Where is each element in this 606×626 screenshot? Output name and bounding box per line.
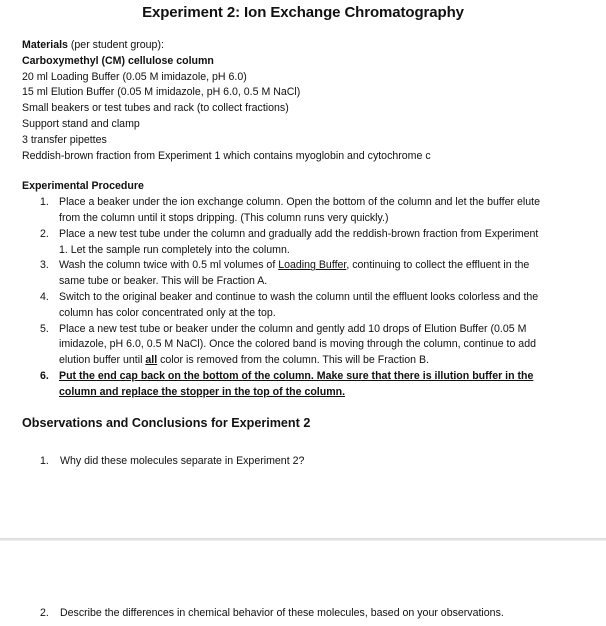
- materials-heading: Materials: [22, 39, 68, 51]
- materials-item: 3 transfer pipettes: [22, 133, 107, 146]
- step-text-line: Place a new test tube under the column and gradually add the reddish-brown fraction from Experiment: [59, 227, 539, 240]
- procedure-step-3: [22, 258, 592, 290]
- materials-item: Support stand and clamp: [22, 117, 140, 130]
- step-text-line: [59, 353, 592, 369]
- step-number: 3.: [40, 259, 49, 272]
- step-text: elution buffer until: [59, 354, 146, 367]
- question-number: 2.: [40, 607, 49, 619]
- step-text-line: Put the end cap back on the bottom of the column. Make sure that there is illution buffer in the: [59, 369, 534, 382]
- procedure-step-1: [22, 195, 592, 227]
- question-text: Describe the differences in chemical behavior of these molecules, based on your observations.: [60, 607, 504, 619]
- step-number: 1.: [40, 196, 49, 209]
- document-page-2: [0, 541, 606, 626]
- step-text-line: imidazole, pH 6.0, 0.5 M NaCl). Once the colored band is moving through the column, continue to add: [59, 338, 536, 351]
- procedure-step-5: [22, 322, 592, 369]
- step-text-line: Switch to the original beaker and continue to wash the column until the effluent looks colorless and the: [59, 290, 539, 303]
- step-text: Wash the column twice with 0.5 ml volumes of: [59, 259, 279, 272]
- procedure-step-4: [22, 290, 592, 322]
- step-text: color is removed from the column. This will be Fraction B.: [157, 354, 429, 367]
- step-text-line: column and replace the stopper in the top of the column.: [59, 385, 346, 398]
- procedure-step-6: [22, 369, 592, 401]
- step-text-line: Place a new test tube or beaker under the column and gently add 10 drops of Elution Buffer (0.05 M: [59, 322, 527, 335]
- materials-item: 15 ml Elution Buffer (0.05 M imidazole, pH 6.0, 0.5 M NaCl): [22, 86, 301, 99]
- materials-heading-line: [22, 38, 592, 54]
- materials-item: Small beakers or test tubes and rack (to collect fractions): [22, 102, 289, 115]
- step-number: 6.: [40, 369, 49, 382]
- step-text: , continuing to collect the effluent in the: [346, 259, 530, 272]
- materials-column: Carboxymethyl (CM) cellulose column: [22, 54, 214, 67]
- step-text-line: [59, 258, 592, 274]
- observations-heading: Observations and Conclusions for Experiment 2: [22, 416, 311, 430]
- materials-item: 20 ml Loading Buffer (0.05 M imidazole, pH 6.0): [22, 70, 247, 83]
- step-text-line: column has color concentrated only at the top.: [59, 306, 276, 319]
- loading-buffer-underlined: Loading Buffer: [278, 259, 347, 272]
- step-number: 5.: [40, 322, 49, 335]
- step-text-line: same tube or beaker. This will be Fraction A.: [59, 275, 268, 288]
- materials-item: Reddish-brown fraction from Experiment 1 which contains myoglobin and cytochrome c: [22, 149, 431, 162]
- materials-heading-suffix: (per student group):: [67, 39, 164, 51]
- page-title: Experiment 2: Ion Exchange Chromatography: [142, 4, 464, 21]
- step-text-line: 1. Let the sample run completely into the column.: [59, 243, 290, 256]
- document-body: [22, 38, 592, 401]
- step-number: 4.: [40, 290, 49, 303]
- procedure-heading: Experimental Procedure: [22, 180, 144, 193]
- step-text-line: Place a beaker under the ion exchange column. Open the bottom of the column and let the buffer elute: [59, 196, 540, 209]
- procedure-step-2: [22, 227, 592, 259]
- all-emphasis: all: [145, 354, 158, 367]
- procedure-steps: [22, 195, 592, 400]
- question-number: 1.: [40, 455, 49, 467]
- question-text: Why did these molecules separate in Experiment 2?: [60, 455, 305, 467]
- step-text-line: from the column until it stops dripping. (This column runs very quickly.): [59, 211, 389, 224]
- step-number: 2.: [40, 227, 49, 240]
